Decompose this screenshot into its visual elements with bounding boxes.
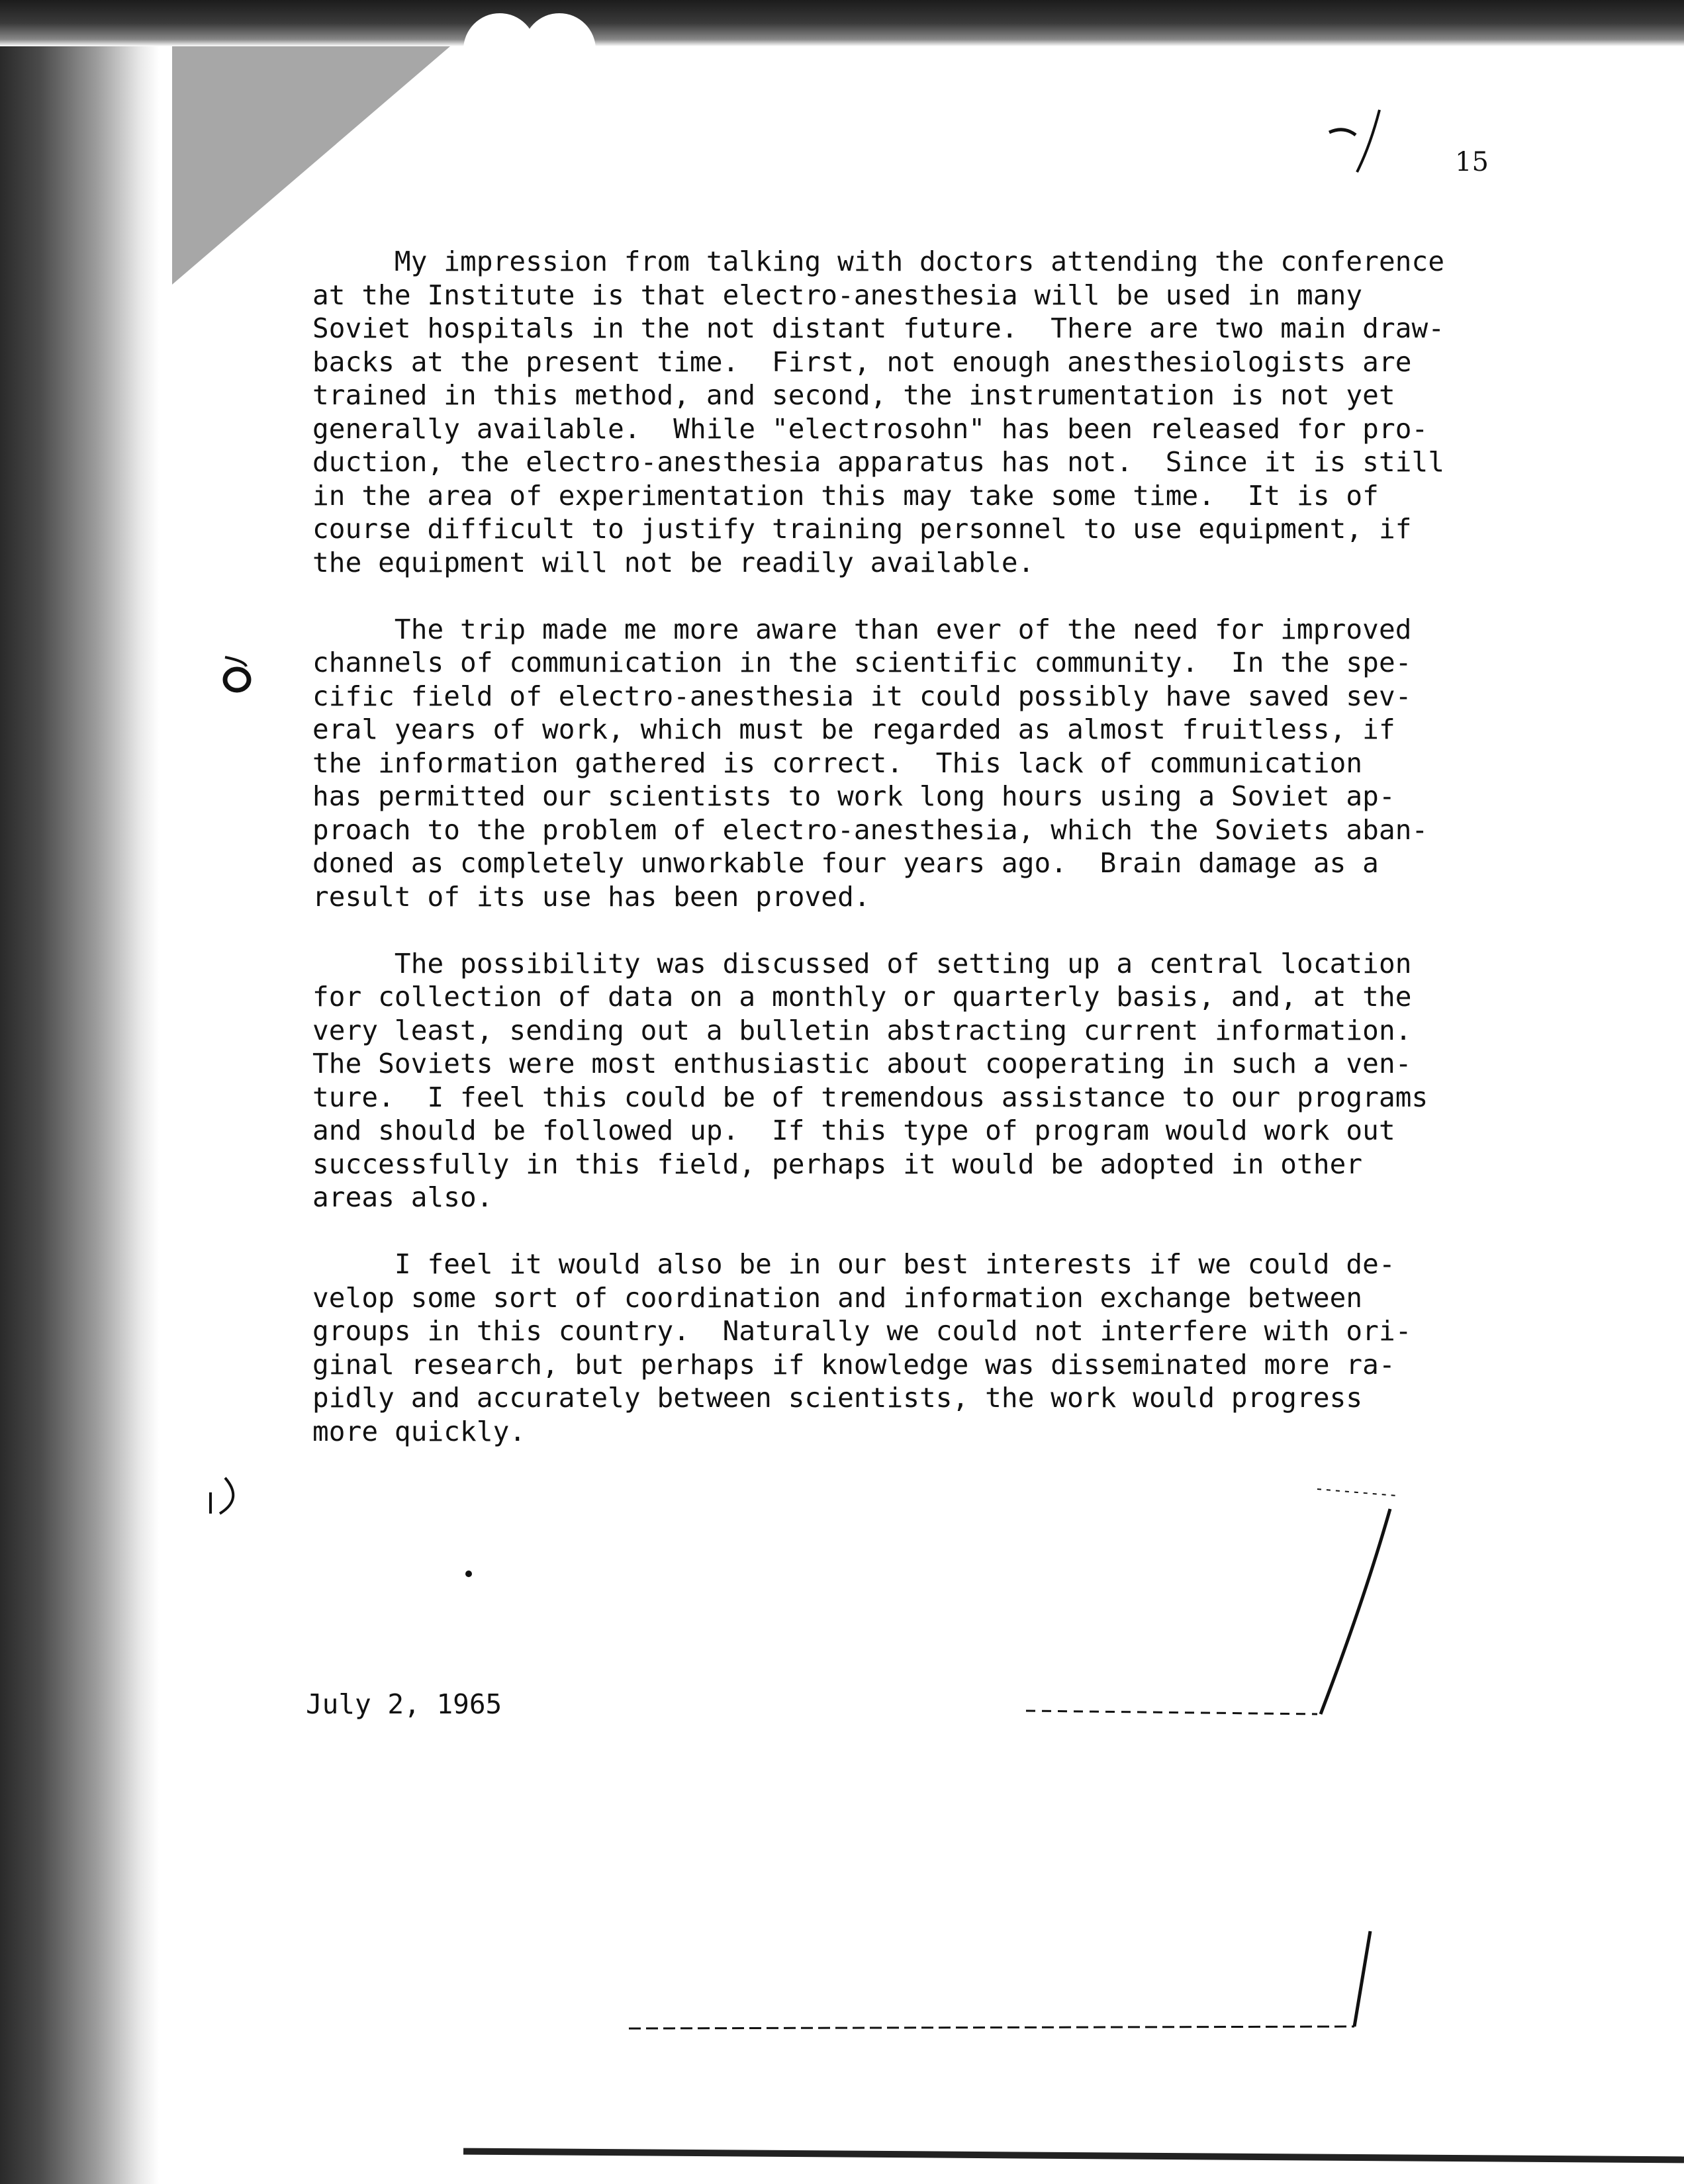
margin-handwriting	[218, 652, 258, 698]
text-line: generally available. While "electrosohn" has been released for pro-	[312, 412, 1428, 445]
document-body	[312, 245, 1504, 1482]
text-line: cific field of electro-anesthesia it could possibly have saved sev-	[312, 680, 1412, 712]
text-line: channels of communication in the scientific community. In the spe-	[312, 647, 1412, 678]
text-line: course difficult to justify training personnel to use equipment, if	[312, 513, 1412, 545]
text-line: My impression from talking with doctors attending the conference	[312, 246, 1445, 277]
document-date: July 2, 1965	[306, 1688, 502, 1720]
text-line: ture. I feel this could be of tremendous assistance to our programs	[312, 1081, 1428, 1113]
text-line: result of its use has been proved.	[312, 880, 870, 913]
text-line: eral years of work, which must be regarded as almost fruitless, if	[312, 713, 1395, 745]
scan-edge-left	[0, 0, 159, 2184]
text-line: groups in this country. Naturally we could not interfere with ori-	[312, 1315, 1412, 1347]
text-line: for collection of data on a monthly or quarterly basis, and, at the	[312, 981, 1412, 1013]
text-line: more quickly.	[312, 1415, 526, 1447]
paragraph	[312, 613, 1504, 914]
text-line: and should be followed up. If this type of program would work out	[312, 1115, 1395, 1146]
margin-handwriting	[205, 1473, 245, 1519]
text-line: successfully in this field, perhaps it would be adopted in other	[312, 1148, 1363, 1180]
text-line: The possibility was discussed of setting up a central location	[312, 947, 1412, 979]
text-line: pidly and accurately between scientists, the work would progress	[312, 1382, 1363, 1414]
text-line: velop some sort of coordination and information exchange between	[312, 1281, 1363, 1314]
text-line: very least, sending out a bulletin abstracting current information.	[312, 1014, 1412, 1046]
scan-edge-bottom	[463, 2148, 1684, 2163]
text-line: I feel it would also be in our best interests if we could de-	[312, 1248, 1395, 1280]
punch-hole	[523, 13, 596, 86]
text-line: The Soviets were most enthusiastic about cooperating in such a ven-	[312, 1048, 1412, 1079]
paragraph	[312, 947, 1504, 1214]
text-line: Soviet hospitals in the not distant future. There are two main draw-	[312, 312, 1445, 344]
text-line: backs at the present time. First, not enough anesthesiologists are	[312, 345, 1412, 378]
text-line: the equipment will not be readily available.	[312, 546, 1035, 578]
paragraph	[312, 245, 1504, 579]
text-line: proach to the problem of electro-anesthesia, which the Soviets aban-	[312, 813, 1428, 846]
text-line: duction, the electro-anesthesia apparatus has not. Since it is still	[312, 446, 1445, 478]
text-line: The trip made me more aware than ever of the need for improved	[312, 613, 1412, 645]
text-line: trained in this method, and second, the instrumentation is not yet	[312, 379, 1395, 411]
paragraph	[312, 1248, 1504, 1448]
page-number: 15	[1455, 147, 1489, 177]
text-line: ginal research, but perhaps if knowledge was disseminated more ra-	[312, 1348, 1395, 1381]
text-line: doned as completely unworkable four years ago. Brain damage as a	[312, 847, 1379, 879]
text-line: the information gathered is correct. This lack of communication	[312, 747, 1363, 779]
text-line: has permitted our scientists to work long hours using a Soviet ap-	[312, 780, 1395, 812]
scan-edge-top	[0, 0, 1684, 46]
handwritten-mark	[1324, 106, 1397, 179]
text-line: in the area of experimentation this may take some time. It is of	[312, 479, 1379, 512]
text-line: at the Institute is that electro-anesthesia will be used in many	[312, 279, 1363, 311]
text-line: areas also.	[312, 1181, 493, 1213]
